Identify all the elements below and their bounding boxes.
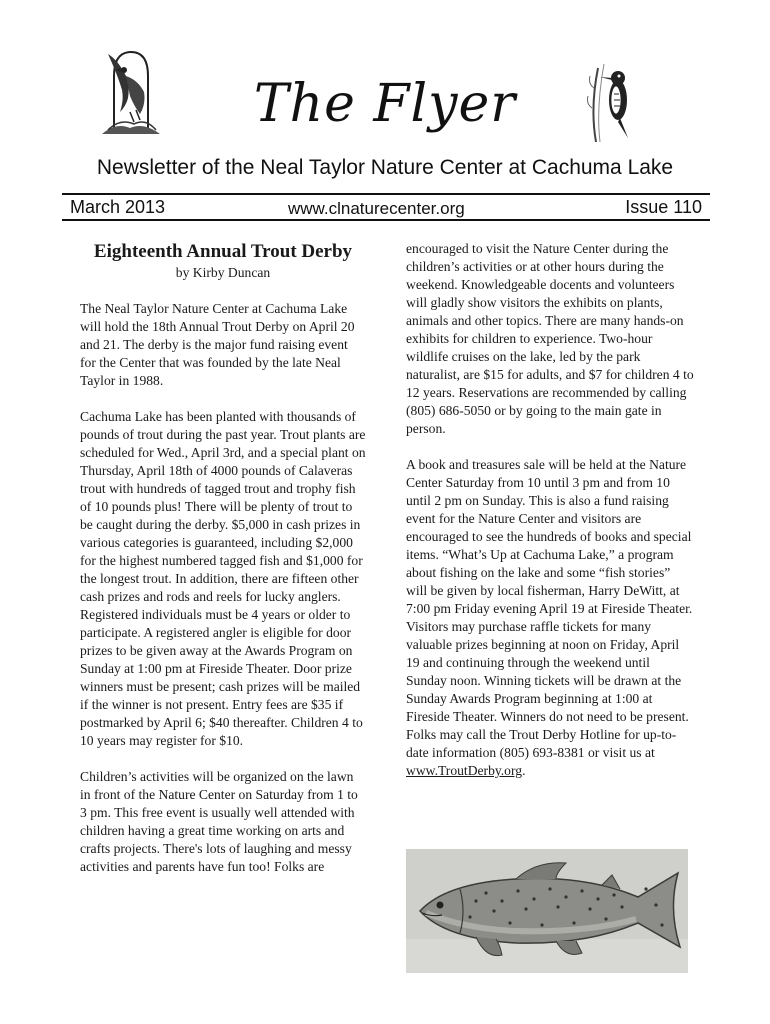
article-paragraph: encouraged to visit the Nature Center during the children’s activities or at other hours during the weekend. Knowledgeable docents and volunteers will gladly show visitors the exhibits on plants, animals and other topics. There are many hands-on exhibits for children to experience. Two-hour wildlife cruises on the lake, led by the park naturalist, are $15 for adults, and $7 for children 4 to 12 years. Reservations are recommended by calling (805) 686-5050 or by going to the main gate in person. [406,241,694,436]
link-suffix: . [522,763,526,778]
newsletter-subtitle: Newsletter of the Neal Taylor Nature Center at Cachuma Lake [96,156,674,179]
article-paragraph: Children’s activities will be organized on the lawn in front of the Nature Center on Saturday from 1 to 3 pm. This free event is usually well attended with children having a great time working on arts and crafts projects. There's lots of laughing and messy activities and parents have fun too! Folks are [80,769,358,874]
article-paragraph [406,456,694,780]
issue-date: March 2013 [70,197,166,217]
article-paragraph: The Neal Taylor Nature Center at Cachuma Lake will hold the 18th Annual Trout Derby on April 20 and 21. The derby is the major fund raising event for the Center that was founded by the late Neal Taylor in 1988. [80,301,355,388]
article-title: Eighteenth Annual Trout Derby [93,241,353,262]
header-rule-top [62,193,710,195]
left-column [80,240,366,894]
header-rule-bottom [62,219,710,221]
article-paragraph: Cachuma Lake has been planted with thousands of pounds of trout during the past year. Trout plants are scheduled for Wed., April 3rd, and a special plant on Thursday, April 18th of 4000 pounds of Calaveras trout with hundreds of tagged trout and trophy fish of 10 pounds plus! There will be plenty of trout to be caught during the derby. $5,000 in cash prizes in various categories is guaranteed, including $2,000 for the highest numbered tagged fish and $1,000 for the longest trout. In addition, there are fifteen other cash prizes and rods and reels for lucky anglers. Registered individuals must be 4 years or older to participate. A registered angler is eligible for door prizes to be given away at the Awards Program on Sunday at 1:00 pm at Fireside Theater. Door prize winners must be present; cash prizes will be mailed if the winner is not present. Entry fees are $35 if postmarked by April 6; $40 thereafter. Children 4 to 10 years may register for $10. [80,409,366,748]
trout-photo [406,849,688,973]
website-link[interactable]: www.clnaturecenter.org [288,199,465,218]
troutderby-link[interactable]: www.TroutDerby.org [406,763,523,778]
woodpecker-icon [586,58,644,142]
issue-number: Issue 110 [625,197,702,217]
right-column [406,240,694,798]
newsletter-title: The Flyer [253,74,517,134]
paragraph-text: A book and treasures sale will be held at the Nature Center Saturday from 10 until 3 pm and from 10 until 2 pm on Sunday. This is also a fund raising event for the Nature Center and visitors are encouraged to see the hundreds of books and special items. “What’s Up at Cachuma Lake,” a program about fishing on the lake and some “fish stories” will be given by local fisherman, Harry DeWitt, at 7:00 pm Friday evening April 19 at Fireside Theater. Visitors may purchase raffle tickets for many valuable prizes beginning at noon on Friday, April 19 and continuing through the weekend until Sunday noon. Winning tickets will be drawn at the Sunday Awards Program beginning at 1:00 at Fireside Theater. Winners do not need to be present. Folks may call the Trout Derby Hotline for up-to-date information (805) 693-8381 or visit us at [406,457,693,760]
issue-info-bar [70,197,702,219]
article-byline: by Kirby Duncan [175,265,271,280]
